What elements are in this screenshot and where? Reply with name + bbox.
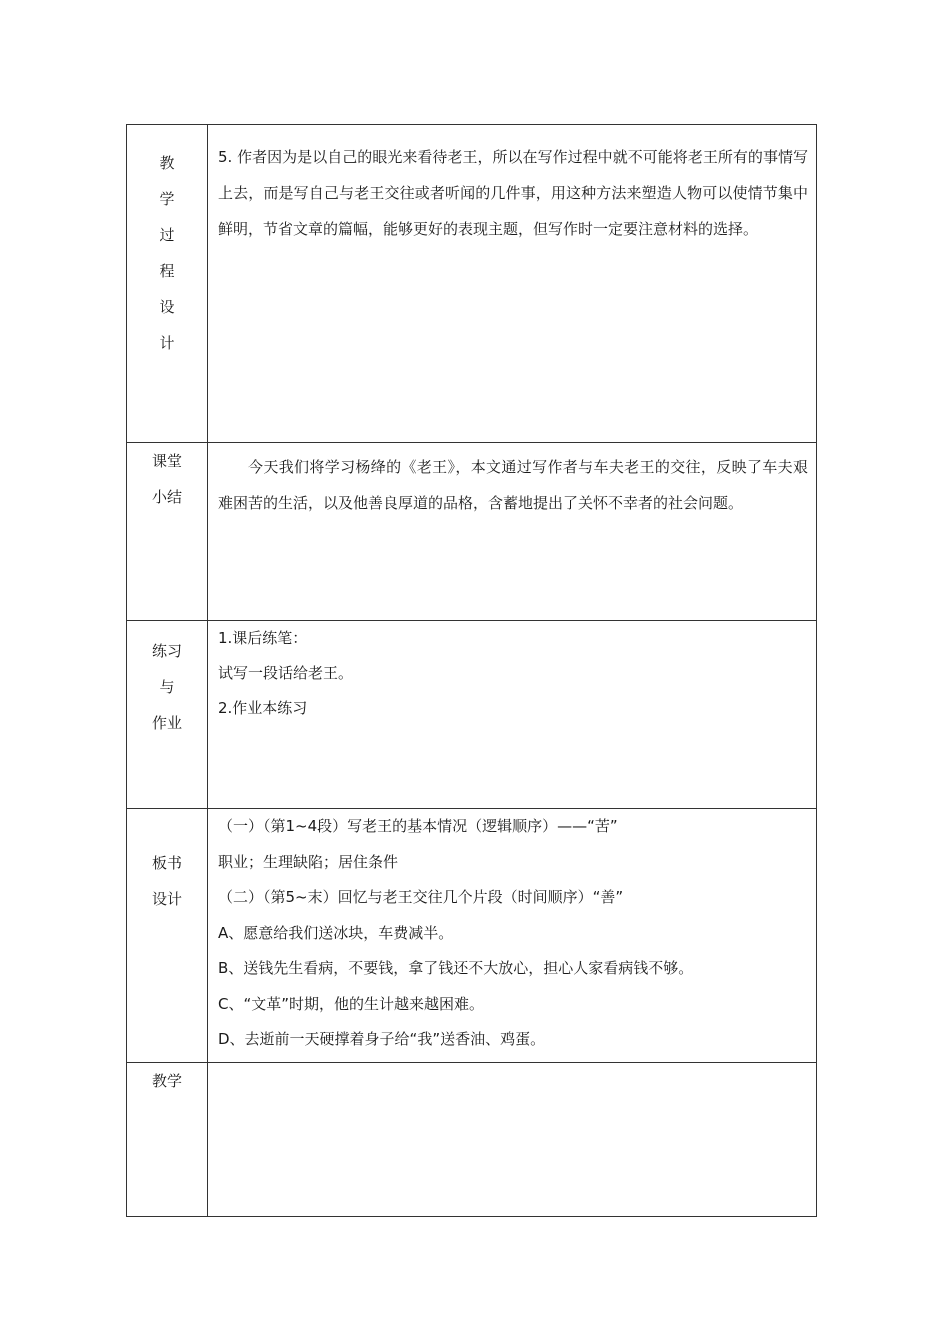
process-paragraph: 5. 作者因为是以自己的眼光来看待老王，所以在写作过程中就不可能将老王所有的事情写上去，而是写自己与老王交往或者听闻的几件事，用这种方法来塑造人物可以使情节集中鲜明，节省文章的篇幅，能够更好的表现主题，但写作时一定要注意材料的选择。 — [218, 148, 808, 238]
board-line: A、愿意给我们送冰块，车费减半。 — [218, 923, 454, 942]
label-char: 教 — [159, 154, 175, 172]
reflection-paragraph — [208, 1063, 816, 1077]
label-char: 学 — [159, 190, 175, 208]
label-line: 作业 — [151, 714, 182, 732]
label-char: 计 — [159, 334, 175, 352]
content-class-summary — [208, 443, 817, 621]
label-line: 课堂 — [151, 452, 182, 470]
summary-paragraph: 今天我们将学习杨绛的《老王》，本文通过写作者与车夫老王的交往，反映了车夫艰难困苦的生活，以及他善良厚道的品格，含蓄地提出了关怀不幸者的社会问题。 — [218, 458, 808, 512]
label-line: 设计 — [151, 890, 182, 908]
content-teaching-reflection — [208, 1063, 817, 1217]
board-line: D、去逝前一天硬撑着身子给“我”送香油、鸡蛋。 — [218, 1030, 546, 1048]
label-line: 小结 — [151, 488, 182, 506]
board-line: B、送钱先生看病，不要钱，拿了钱还不大放心，担心人家看病钱不够。 — [218, 959, 694, 977]
label-line: 板书 — [151, 854, 182, 872]
label-line: 与 — [159, 678, 175, 696]
label-char: 设 — [159, 298, 175, 316]
row-class-summary — [127, 443, 817, 621]
label-class-summary — [127, 443, 208, 621]
content-teaching-process — [208, 125, 817, 443]
board-line: （一）（第1~4段）写老王的基本情况（逻辑顺序）——“苦” — [218, 817, 618, 835]
board-line: C、“文革”时期，他的生计越来越困难。 — [218, 994, 485, 1013]
label-line: 教学 — [151, 1072, 182, 1090]
label-board-design — [127, 809, 208, 1063]
board-line: 职业；生理缺陷；居住条件 — [218, 852, 399, 871]
row-teaching-process — [127, 125, 817, 443]
row-practice-homework — [127, 621, 817, 809]
practice-line: 试写一段话给老王。 — [218, 664, 354, 682]
label-practice-homework — [127, 621, 208, 809]
label-char: 过 — [159, 226, 175, 244]
row-teaching-reflection — [127, 1063, 817, 1217]
lesson-plan-table — [126, 124, 817, 1217]
label-char: 程 — [159, 262, 175, 280]
label-line: 练习 — [151, 642, 182, 660]
label-teaching-process — [127, 125, 208, 443]
content-practice-homework — [208, 621, 817, 809]
practice-line: 1.课后练笔： — [218, 629, 308, 647]
board-line: （二）（第5~末）回忆与老王交往几个片段（时间顺序）“善” — [218, 888, 624, 906]
content-board-design — [208, 809, 817, 1063]
label-teaching-reflection — [127, 1063, 208, 1217]
row-board-design — [127, 809, 817, 1063]
practice-line: 2.作业本练习 — [218, 699, 308, 717]
